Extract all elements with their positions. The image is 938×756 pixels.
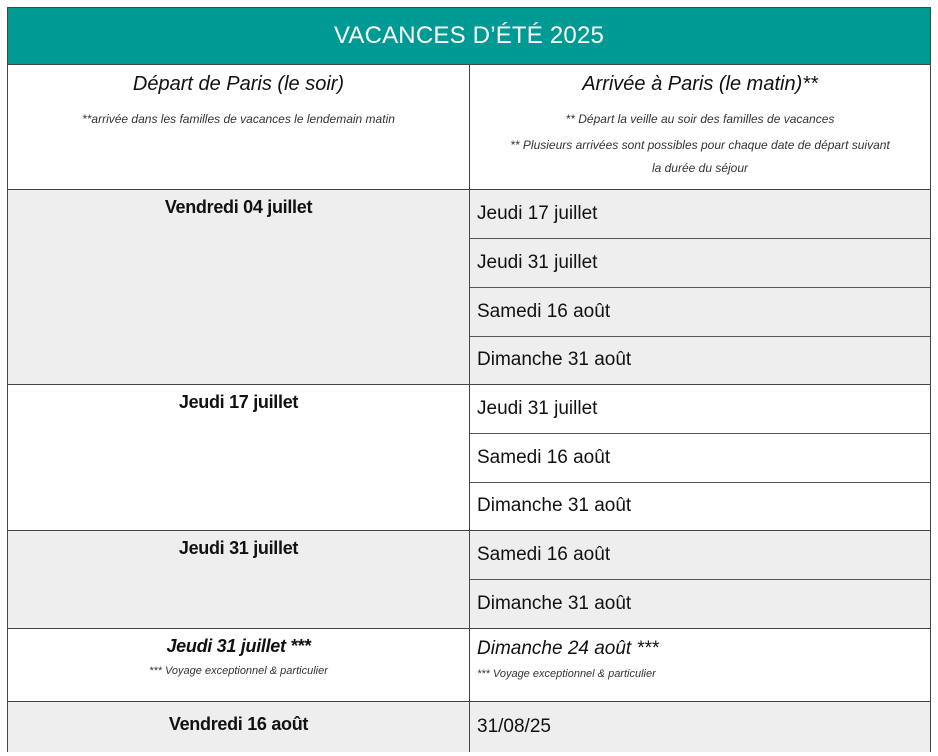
- arrival-exceptional-date: Dimanche 24 août ***: [477, 638, 659, 659]
- header-departure: [8, 65, 469, 189]
- header-arrival-note-2: ** Plusieurs arrivées sont possibles pour chaque date de départ suivant: [510, 138, 890, 152]
- departure-cell: Vendredi 16 août: [8, 701, 469, 752]
- arrival-cell: Jeudi 31 juillet: [477, 397, 598, 419]
- row-divider: [8, 530, 930, 531]
- header-arrival: [470, 65, 930, 189]
- header-departure-note: **arrivée dans les familles de vacances le lendemain matin: [82, 112, 395, 126]
- row-divider: [8, 384, 930, 385]
- arrival-cell-exceptional: [470, 628, 930, 701]
- column-divider: [469, 65, 470, 752]
- subrow-divider: [470, 433, 930, 434]
- departure-cell-exceptional: [8, 628, 469, 701]
- header-arrival-title: Arrivée à Paris (le matin)**: [582, 73, 818, 95]
- subrow-divider: [470, 336, 930, 337]
- arrival-cell: Dimanche 31 août: [470, 579, 930, 628]
- departure-exceptional-date: Jeudi 31 juillet ***: [166, 636, 311, 656]
- arrival-cell: Samedi 16 août: [477, 446, 611, 468]
- departure-cell: Vendredi 04 juillet: [8, 189, 469, 384]
- table-title: VACANCES D’ÉTÉ 2025: [8, 8, 930, 65]
- row-divider: [8, 628, 930, 629]
- schedule-table: [7, 7, 931, 752]
- subrow-divider: [470, 579, 930, 580]
- row-divider: [8, 189, 930, 190]
- arrival-cell: Dimanche 31 août: [470, 336, 930, 384]
- subrow-divider: [470, 238, 930, 239]
- departure-exceptional-note: *** Voyage exceptionnel & particulier: [149, 665, 328, 677]
- subrow-divider: [470, 287, 930, 288]
- arrival-exceptional-note: *** Voyage exceptionnel & particulier: [477, 668, 656, 680]
- arrival-cell: Samedi 16 août: [470, 530, 930, 579]
- header-arrival-note-3: la durée du séjour: [651, 161, 749, 175]
- subrow-divider: [470, 482, 930, 483]
- departure-cell: Jeudi 17 juillet: [178, 392, 299, 412]
- departure-cell: Jeudi 31 juillet: [8, 530, 469, 628]
- row-divider: [8, 701, 930, 702]
- arrival-cell: 31/08/25: [470, 701, 930, 752]
- arrival-cell: Jeudi 17 juillet: [470, 189, 930, 238]
- header-departure-title: Départ de Paris (le soir): [132, 73, 345, 95]
- arrival-cell: Jeudi 31 juillet: [470, 238, 930, 287]
- header-arrival-note-1: ** Départ la veille au soir des familles de vacances: [565, 112, 835, 126]
- arrival-cell: Samedi 16 août: [470, 287, 930, 336]
- arrival-cell: Dimanche 31 août: [477, 495, 632, 516]
